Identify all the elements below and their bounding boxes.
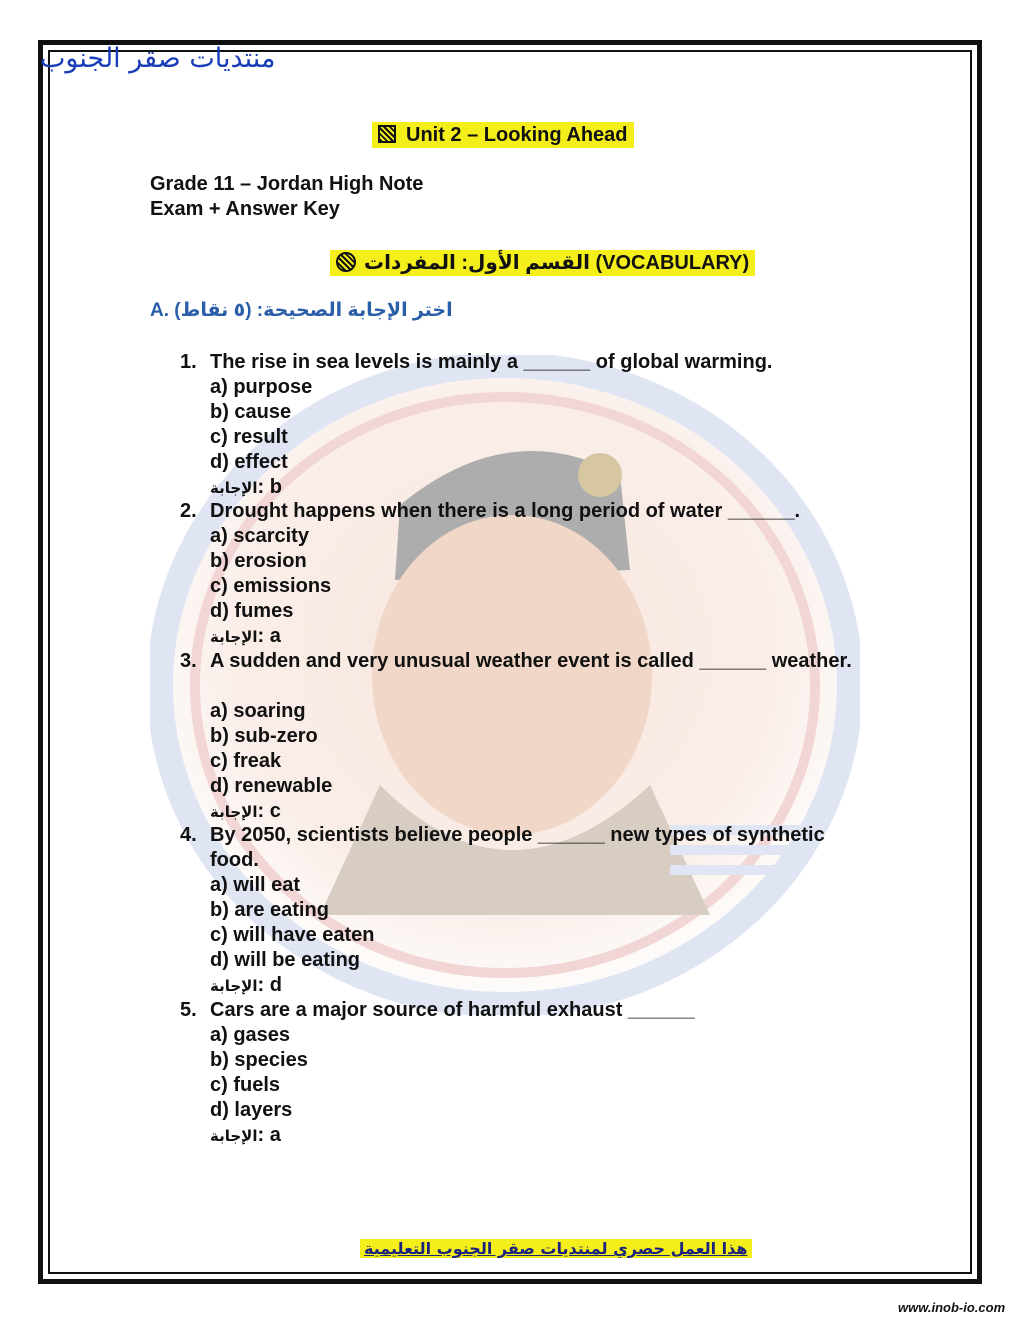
answer-label: الإجابة: [210, 803, 258, 821]
answer-option: c) will have eaten: [210, 924, 375, 946]
answer-label: الإجابة: [210, 977, 258, 995]
answer-option: d) fumes: [210, 600, 294, 622]
question-text: The rise in sea levels is mainly a ______ of global warming.: [210, 351, 773, 373]
footer-text: هذا العمل حصري لمنتديات صقر الجنوب التعليمية: [360, 1239, 752, 1258]
square-bullet-icon: [378, 125, 396, 143]
answer-option: a) gases: [210, 1024, 291, 1046]
answer-value: d: [269, 974, 282, 996]
unit-title: [372, 120, 634, 150]
answer-option: d) effect: [210, 451, 288, 473]
answer-option: c) result: [210, 426, 288, 448]
answer-key: الإجابة: a: [210, 1124, 281, 1146]
grade-line: Grade 11 – Jordan High Note: [150, 173, 424, 195]
answer-option: a) will eat: [210, 874, 301, 896]
answer-option: b) sub-zero: [210, 725, 318, 747]
part-a-instruction: A. اختر الإجابة الصحيحة: (٥ نقاط): [150, 300, 453, 321]
answer-label: الإجابة: [210, 1127, 258, 1145]
answer-option: c) emissions: [210, 575, 332, 597]
question-number: 4.: [180, 824, 197, 846]
question-text: By 2050, scientists believe people ______ new types of synthetic food.: [210, 824, 825, 871]
answer-option: b) cause: [210, 401, 292, 423]
question-text: A sudden and very unusual weather event is called ______ weather.: [210, 650, 852, 672]
exam-heading: [150, 172, 423, 222]
answer-key: الإجابة: c: [210, 800, 281, 822]
answer-label: الإجابة: [210, 479, 258, 497]
answer-option: d) will be eating: [210, 949, 361, 971]
circle-bullet-icon: [336, 252, 356, 272]
answer-key: الإجابة: b: [210, 476, 282, 498]
footer-note: [360, 1236, 752, 1262]
question-number: 1.: [180, 351, 197, 373]
question-number: 5.: [180, 999, 197, 1021]
answer-value: a: [269, 625, 281, 647]
answer-option: a) purpose: [210, 376, 313, 398]
forum-name: منتديات صقر الجنوب: [40, 43, 276, 74]
answer-option: b) are eating: [210, 899, 329, 921]
question-text: Cars are a major source of harmful exhaust ______: [210, 999, 695, 1021]
answer-option: a) soaring: [210, 700, 306, 722]
answer-option: b) erosion: [210, 550, 307, 572]
answer-label: الإجابة: [210, 628, 258, 646]
answer-key: الإجابة: d: [210, 974, 282, 996]
exam-line: Exam + Answer Key: [150, 198, 340, 220]
unit-title-text: Unit 2 – Looking Ahead: [406, 124, 628, 146]
answer-option: c) freak: [210, 750, 282, 772]
section-title: [330, 248, 755, 278]
question-number: 2.: [180, 500, 197, 522]
answer-value: a: [269, 1124, 281, 1146]
answer-option: d) renewable: [210, 775, 333, 797]
section-title-text: القسم الأول: المفردات (VOCABULARY): [364, 252, 750, 274]
answer-option: a) scarcity: [210, 525, 309, 547]
answer-key: الإجابة: a: [210, 625, 281, 647]
answer-option: d) layers: [210, 1099, 293, 1121]
question-number: 3.: [180, 650, 197, 672]
answer-option: b) species: [210, 1049, 308, 1071]
answer-value: c: [269, 800, 281, 822]
site-url: www.inob-io.com: [898, 1300, 1006, 1315]
answer-option: c) fuels: [210, 1074, 281, 1096]
answer-value: b: [269, 476, 282, 498]
question-text: Drought happens when there is a long period of water ______.: [210, 500, 801, 522]
